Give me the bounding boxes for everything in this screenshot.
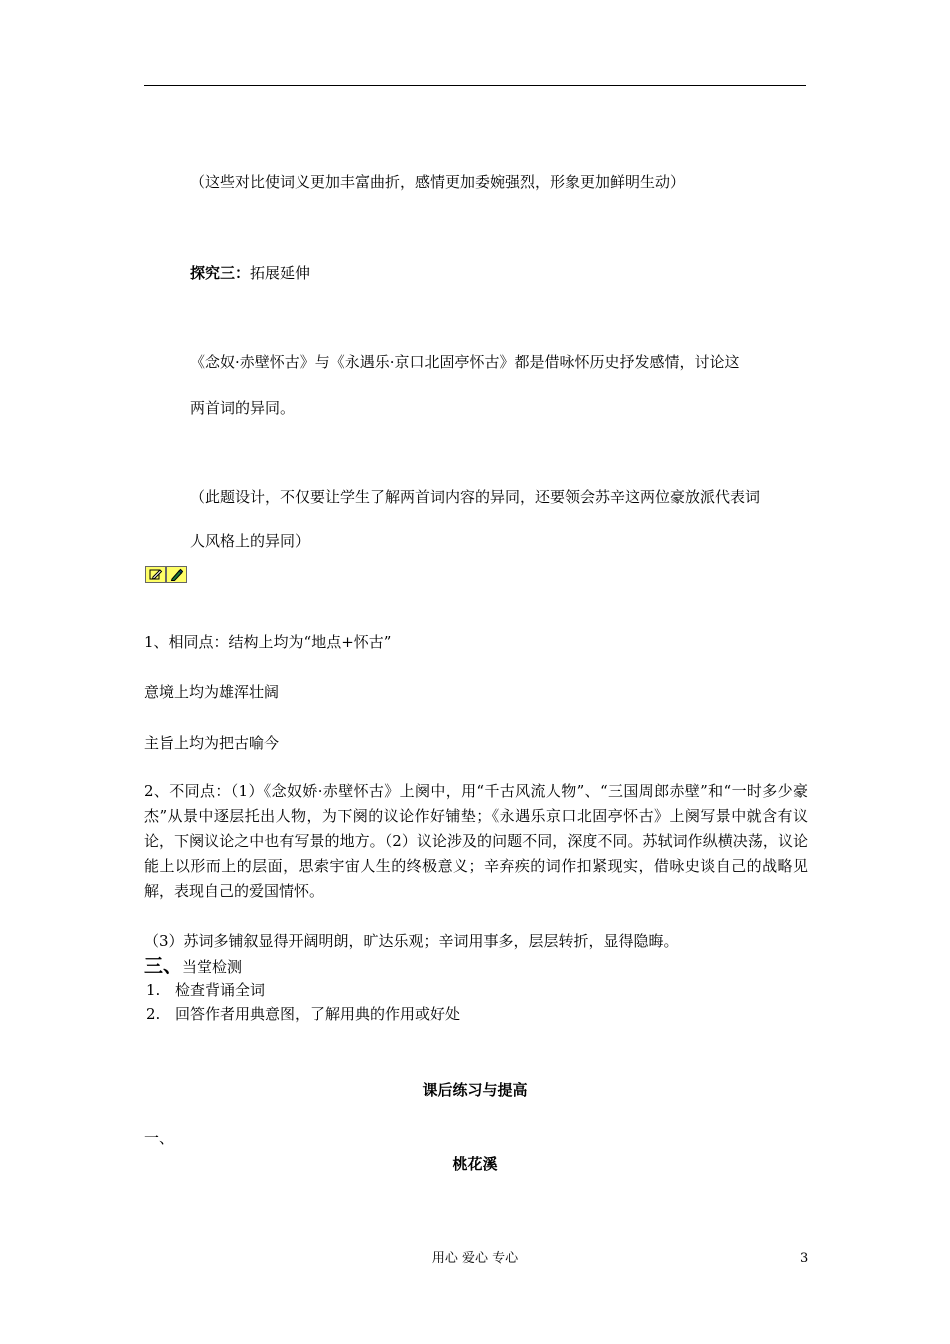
design-note-line-2: 人风格上的异同） [190,532,311,550]
question-line-2: 两首词的异同。 [190,399,296,417]
list-item [146,1004,460,1024]
part-1-label: 一、 [144,1129,175,1147]
inquiry-3-title: 拓展延伸 [250,264,311,282]
similarity-theme: 主旨上均为把古喻今 [144,734,280,752]
pen-icon[interactable] [166,566,187,583]
list-item-text: 回答作者用典意图，了解用典的作用或好处 [175,1005,461,1023]
edit-icon[interactable] [145,566,166,583]
list-item-number: 2. [146,1005,161,1023]
differences-paragraph: 2、不同点：（1）《念奴娇·赤壁怀古》上阕中，用“千古风流人物”、“三国周郎赤壁”和“一时多少豪杰”从景中逐层托出人物，为下阕的议论作好铺垫；《永遇乐京口北固亭怀古》上阕写景中就含有议论，下阕议论之中也有写景的地方。（2）议论涉及的问题不同，深度不同。苏轼词作纵横决荡，议论能上以形而上的层面，思索宇宙人生的终极意义；辛弃疾的词作扣紧现实，借咏史谈自己的战略见解，表现自己的爱国情怀。 [144,782,808,900]
question-line-1: 《念奴·赤壁怀古》与《永遇乐·京口北固亭怀古》都是借咏怀历史抒发感情，讨论这 [190,353,740,371]
differences-point-3: （3）苏词多铺叙显得开阔明朗，旷达乐观；辛词用事多，层层转折，显得隐晦。 [144,932,679,950]
poem-title: 桃花溪 [452,1155,498,1173]
footer-motto: 用心 爱心 专心 [431,1251,519,1266]
section-3-number: 三、 [144,955,183,977]
paragraph-contrast-note: （这些对比使词义更加丰富曲折，感情更加委婉强烈，形象更加鲜明生动） [190,173,686,191]
similarity-mood: 意境上均为雄浑壮阔 [144,683,280,701]
answer-icons [145,566,187,583]
section-3-heading [144,956,242,977]
inquiry-3-label: 探究三： [190,264,251,282]
header-rule [144,85,806,86]
section-3-title: 当堂检测 [182,958,243,976]
page-number: 3 [800,1251,809,1266]
design-note-line-1: （此题设计，不仅要让学生了解两首词内容的异同，还要领会苏辛这两位豪放派代表词 [190,488,761,506]
list-item-number: 1. [146,981,161,999]
list-item [146,980,265,1000]
inquiry-3-heading [190,263,310,283]
similarity-structure: 1、相同点：结构上均为“地点+怀古” [144,633,392,651]
list-item-text: 检查背诵全词 [175,981,266,999]
after-class-heading: 课后练习与提高 [422,1081,528,1099]
